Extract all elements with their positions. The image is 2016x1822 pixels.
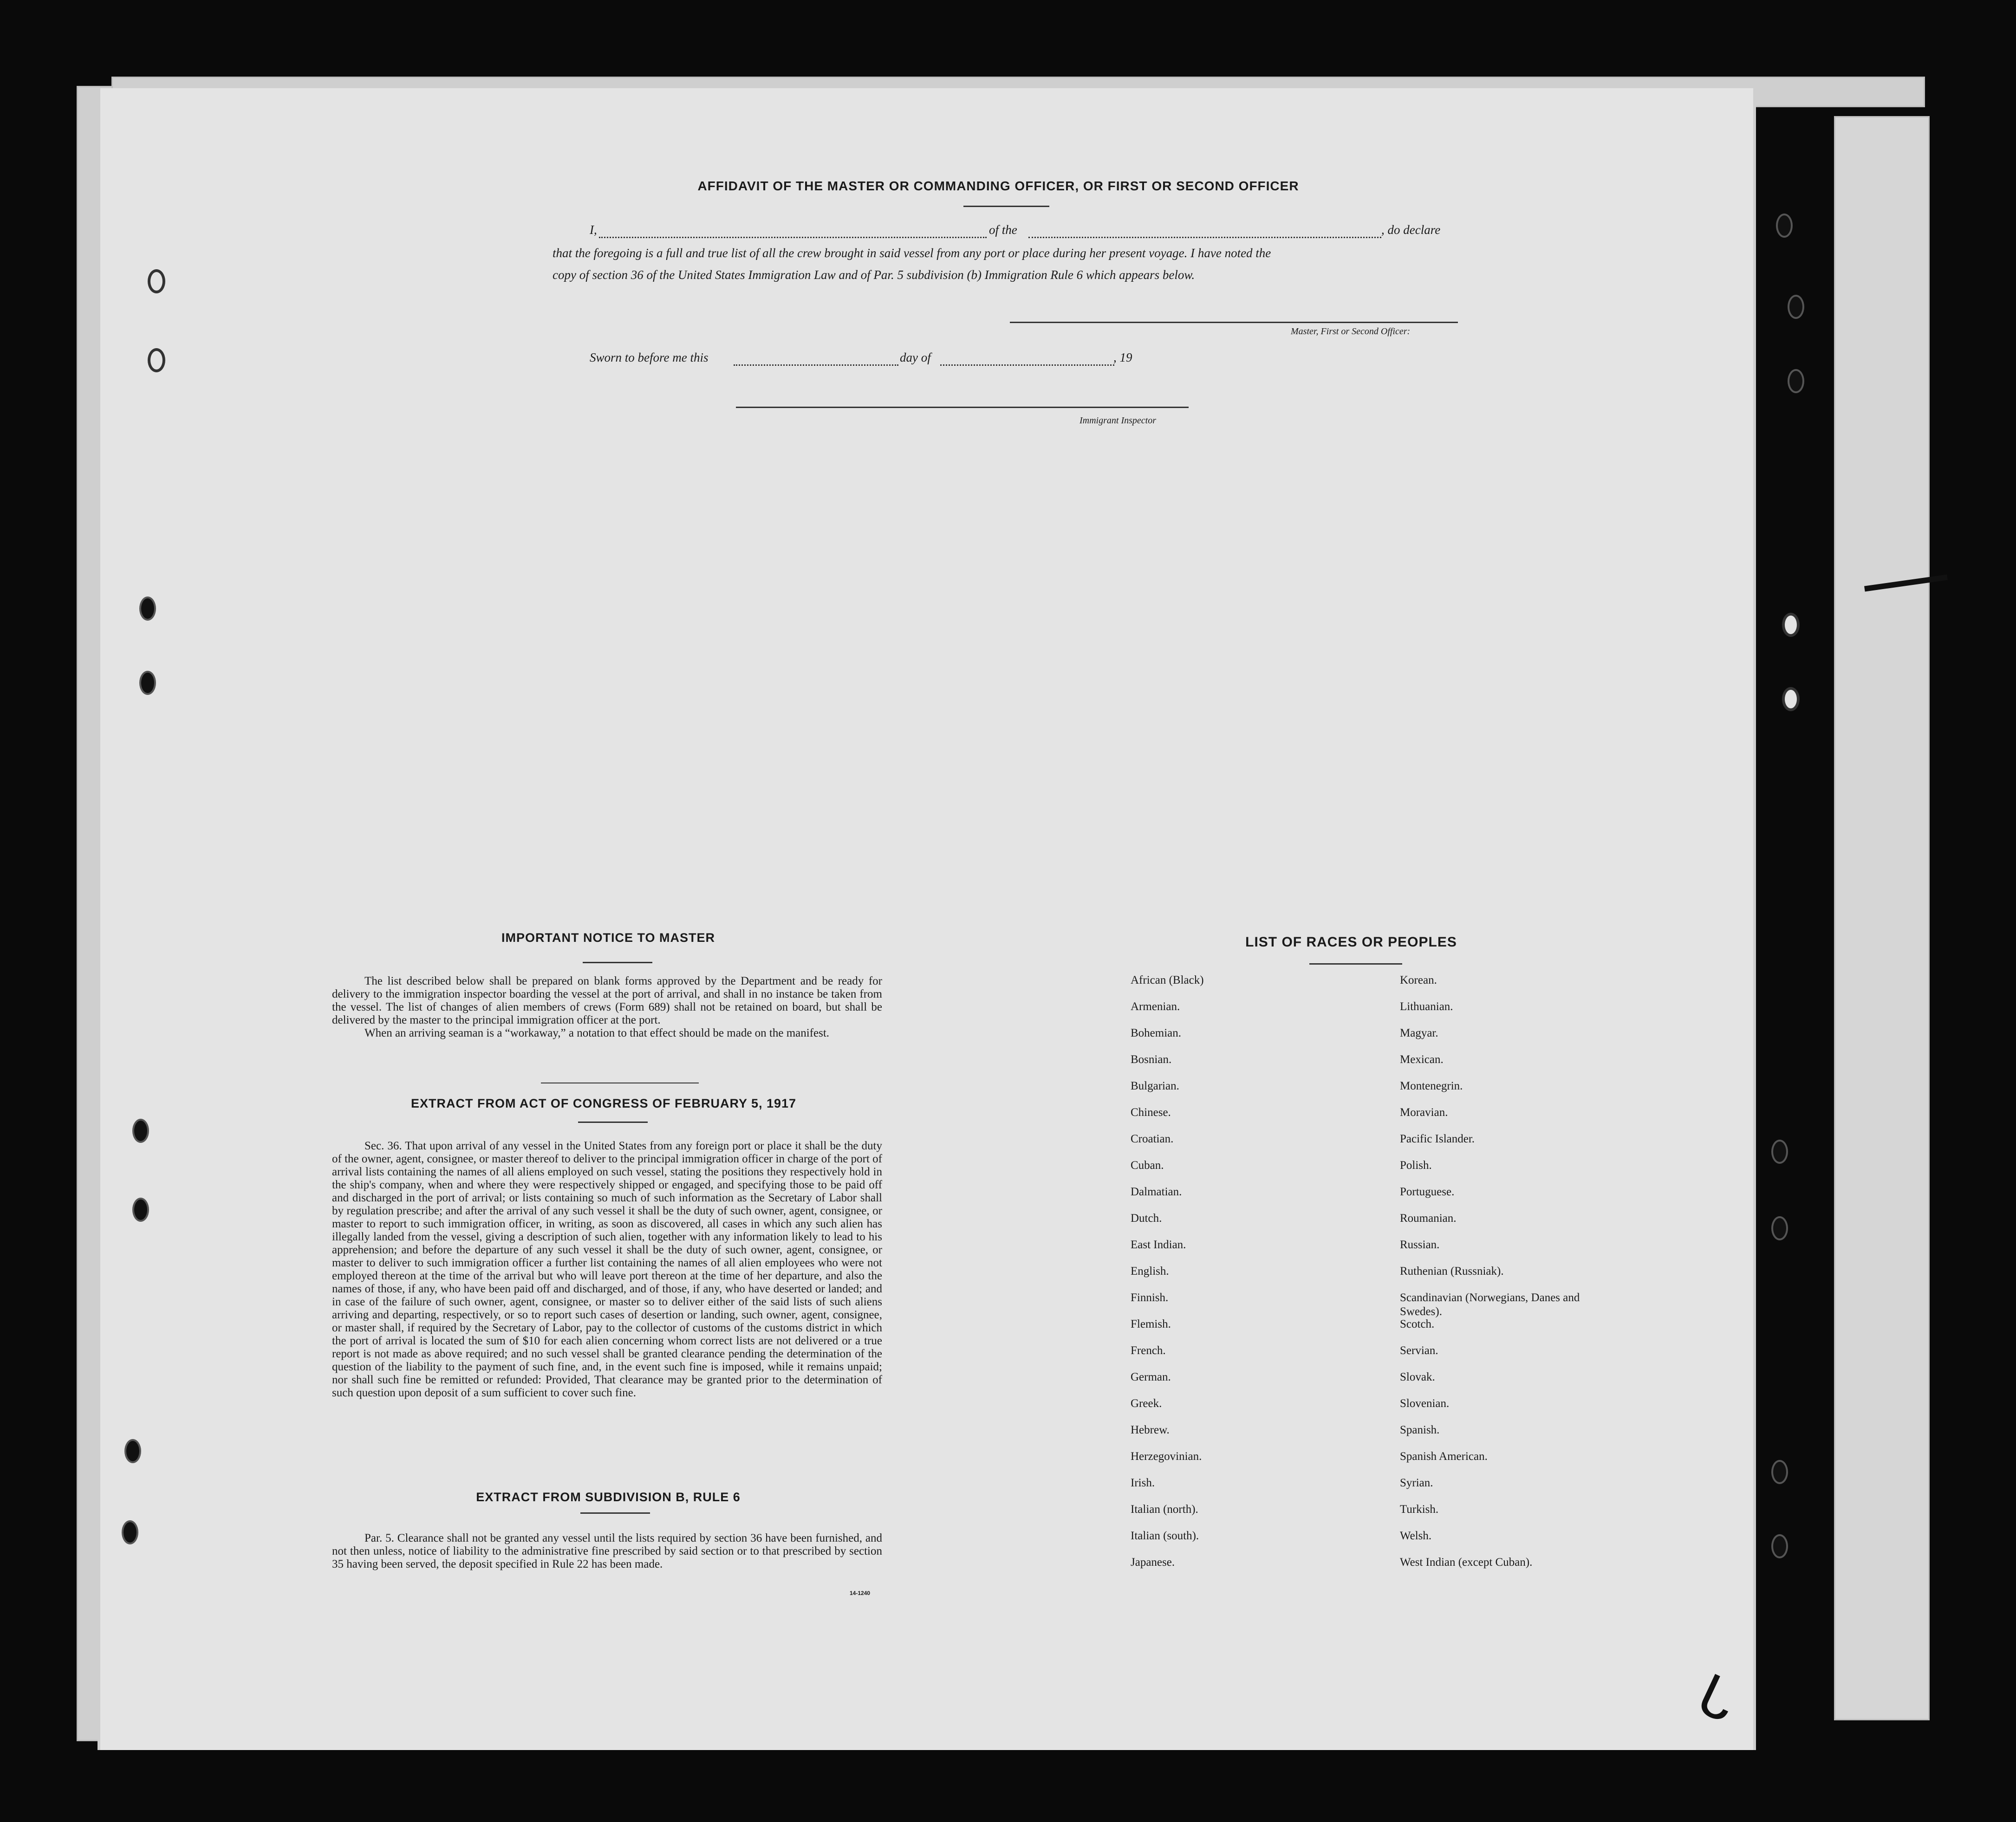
- sworn-day-field[interactable]: [734, 364, 898, 366]
- declaration-suffix: , do declare: [1381, 223, 1441, 237]
- binding-hole: [1788, 295, 1804, 319]
- sworn-month-field[interactable]: [940, 364, 1114, 366]
- race-entry: Dalmatian.: [1131, 1186, 1182, 1198]
- races-left-column: [1131, 973, 1363, 1582]
- race-entry: Spanish American.: [1400, 1450, 1488, 1463]
- rule-extract-title: EXTRACT FROM SUBDIVISION B, RULE 6: [476, 1490, 741, 1504]
- race-entry: Montenegrin.: [1400, 1080, 1463, 1092]
- races-title: LIST OF RACES OR PEOPLES: [1245, 934, 1457, 950]
- race-entry: Scotch.: [1400, 1318, 1435, 1330]
- race-entry: Finnish.: [1131, 1291, 1169, 1304]
- race-entry: Greek.: [1131, 1397, 1162, 1410]
- master-caption: Master, First or Second Officer:: [1291, 326, 1411, 337]
- underlying-sheet-right: [1834, 116, 1930, 1720]
- notice-paragraph-1: The list described below shall be prepared on blank forms approved by the Department and be ready for delivery to the immigration inspector boarding the vessel at the port of arrival, and shall in no instance be taken from the vessel. The list of changes of alien members of crews (Form 689) shall not be retained on board, but shall be delivered by the master to the principal immigration officer at the port.: [332, 975, 882, 1026]
- race-entry: Roumanian.: [1400, 1212, 1457, 1225]
- race-entry: Irish.: [1131, 1477, 1155, 1489]
- race-entry: German.: [1131, 1371, 1171, 1383]
- binding-hole: [139, 671, 156, 695]
- race-entry: Spanish.: [1400, 1424, 1440, 1436]
- rule-title-underline: [580, 1512, 650, 1514]
- race-entry: Dutch.: [1131, 1212, 1162, 1225]
- affidavit-title: AFFIDAVIT OF THE MASTER OR COMMANDING OFFICER, OR FIRST OR SECOND OFFICER: [697, 179, 1299, 193]
- binding-hole: [1782, 687, 1800, 711]
- binding-hole: [1771, 1216, 1788, 1240]
- sworn-middle: day of: [900, 350, 931, 364]
- race-entry: Servian.: [1400, 1344, 1438, 1357]
- race-entry: Hebrew.: [1131, 1424, 1170, 1436]
- binding-hole: [148, 348, 165, 372]
- handwritten-mark: ᒐ: [1687, 1662, 1747, 1736]
- race-entry: Armenian.: [1131, 1000, 1180, 1013]
- race-entry: Herzegovinian.: [1131, 1450, 1202, 1463]
- race-entry: Japanese.: [1131, 1556, 1175, 1569]
- race-entry: Korean.: [1400, 974, 1437, 986]
- race-entry: English.: [1131, 1265, 1169, 1277]
- declaration-prefix: I,: [590, 223, 597, 237]
- declaration-line-3: copy of section 36 of the United States Immigration Law and of Par. 5 subdivision (b) Immigration Rule 6 which appears below.: [553, 268, 1195, 282]
- act-extract-title: EXTRACT FROM ACT OF CONGRESS OF FEBRUARY 5, 1917: [410, 1096, 797, 1110]
- race-entry: Italian (south).: [1131, 1530, 1199, 1542]
- binding-hole: [1771, 1460, 1788, 1484]
- binding-hole: [148, 269, 165, 293]
- race-entry: Bohemian.: [1131, 1027, 1182, 1039]
- race-entry: Ruthenian (Russniak).: [1400, 1265, 1504, 1277]
- notice-title-underline: [583, 962, 652, 963]
- race-entry: Moravian.: [1400, 1106, 1448, 1119]
- sworn-prefix: Sworn to before me this: [590, 350, 709, 364]
- notice-title: IMPORTANT NOTICE TO MASTER: [501, 931, 715, 945]
- binding-hole: [132, 1198, 149, 1222]
- binding-hole: [122, 1520, 138, 1544]
- binding-hole: [1788, 369, 1804, 393]
- race-entry: Lithuanian.: [1400, 1000, 1453, 1013]
- race-entry: East Indian.: [1131, 1238, 1186, 1251]
- binding-hole: [124, 1439, 141, 1463]
- race-entry: Portuguese.: [1400, 1186, 1455, 1198]
- act-section-36-text: Sec. 36. That upon arrival of any vessel in the United States from any foreign port or place it shall be the duty of the owner, agent, consignee, or master thereof to deliver to the principal immigration officer in charge of the port of arrival lists containing the names of all aliens employed on such vessel, stating the positions they respectively hold in the ship's company, when and where they were respectively shipped or engaged, and specifying those to be paid off and discharged in the port of arrival; or lists containing so much of such information as the Secretary of Labor shall by regulation prescribe; and after the arrival of any such vessel it shall be the duty of such owner, agent, consignee, or master to report to such immigration officer, in writing, as soon as discovered, all cases in which any such alien has illegally landed from the vessel, giving a description of such alien, together with any information likely to lead to his apprehension; and before the departure of any such vessel it shall be the duty of such owner, agent, consignee, or master to deliver to such immigration officer a further list containing the names of all alien employees who were not employed thereon at the time of the arrival but who will leave port thereon at the time of her departure, and also the names of those, if any, who have been paid off and discharged, and of those, if any, who have deserted or landed; and in case of the failure of such owner, agent, consignee, or master so to deliver either of the said lists of such aliens arriving and departing, respectively, or so to report such cases of desertion or landing, such owner, agent, consignee, or master shall, if required by the Secretary of Labor, pay to the collector of customs of the customs district in which the port of arrival is located the sum of $10 for each alien concerning whom correct lists are not delivered or a true report is not made as above required; and no such vessel shall be granted clearance pending the determination of the question of the liability to the payment of such fine, and, in the event such fine is imposed, while it remains unpaid; nor shall such fine be remitted or refunded: Provided, That clearance may be granted prior to the determination of such question upon deposit of a sum sufficient to cover such fine.: [332, 1140, 882, 1399]
- notice-body: [332, 975, 882, 1040]
- race-entry: Croatian.: [1131, 1133, 1174, 1145]
- name-field[interactable]: [599, 237, 987, 238]
- race-entry: Mexican.: [1400, 1053, 1444, 1066]
- race-entry: Cuban.: [1131, 1159, 1164, 1172]
- race-entry: Italian (north).: [1131, 1503, 1198, 1516]
- title-underline: [963, 206, 1049, 207]
- bleed-through-text: [325, 427, 1579, 798]
- binding-hole: [1782, 613, 1800, 637]
- race-entry: Polish.: [1400, 1159, 1432, 1172]
- binding-hole: [1771, 1140, 1788, 1164]
- race-entry: Flemish.: [1131, 1318, 1171, 1330]
- race-entry: West Indian (except Cuban).: [1400, 1556, 1533, 1569]
- race-entry: Russian.: [1400, 1238, 1440, 1251]
- race-entry: Chinese.: [1131, 1106, 1171, 1119]
- race-entry: Bosnian.: [1131, 1053, 1172, 1066]
- act-extract-body: [332, 1140, 882, 1400]
- race-entry: Scandinavian (Norwegians, Danes and Swedes).: [1400, 1291, 1580, 1318]
- binding-hole: [1771, 1534, 1788, 1558]
- rule-extract-body: [332, 1532, 882, 1571]
- race-entry: Slovenian.: [1400, 1397, 1450, 1410]
- inspector-caption: Immigrant Inspector: [1080, 415, 1156, 426]
- race-entry: Syrian.: [1400, 1477, 1433, 1489]
- race-entry: African (Black): [1131, 974, 1204, 986]
- rule-paragraph-5-text: Par. 5. Clearance shall not be granted any vessel until the lists required by section 36 have been furnished, and not then unless, notice of liability to the administrative fine prescribed by said section or to that prescribed by section 35 having been served, the deposit specified in Rule 22 has been made.: [332, 1532, 882, 1570]
- race-entry: Welsh.: [1400, 1530, 1432, 1542]
- inspector-signature-line[interactable]: [736, 407, 1189, 408]
- race-entry: Magyar.: [1400, 1027, 1438, 1039]
- binding-hole: [139, 597, 156, 621]
- race-entry: Turkish.: [1400, 1503, 1439, 1516]
- declaration-middle: of the: [989, 223, 1017, 237]
- binding-hole: [132, 1119, 149, 1143]
- master-signature-line[interactable]: [1010, 322, 1458, 323]
- form-number: 14-1240: [850, 1590, 871, 1596]
- act-title-underline: [578, 1122, 648, 1123]
- races-title-underline: [1309, 963, 1402, 965]
- declaration-line-2: that the foregoing is a full and true list of all the crew brought in said vessel from any port or place during her present voyage. I have noted the: [553, 246, 1271, 260]
- binding-hole: [1776, 214, 1793, 238]
- race-entry: French.: [1131, 1344, 1166, 1357]
- race-entry: Bulgarian.: [1131, 1080, 1179, 1092]
- vessel-field[interactable]: [1028, 237, 1381, 238]
- sworn-suffix: , 19: [1113, 350, 1132, 364]
- race-entry: Slovak.: [1400, 1371, 1435, 1383]
- notice-paragraph-2: When an arriving seaman is a “workaway,” a notation to that effect should be made on the manifest.: [364, 1027, 830, 1039]
- races-right-column: [1400, 973, 1604, 1582]
- race-entry: Pacific Islander.: [1400, 1133, 1475, 1145]
